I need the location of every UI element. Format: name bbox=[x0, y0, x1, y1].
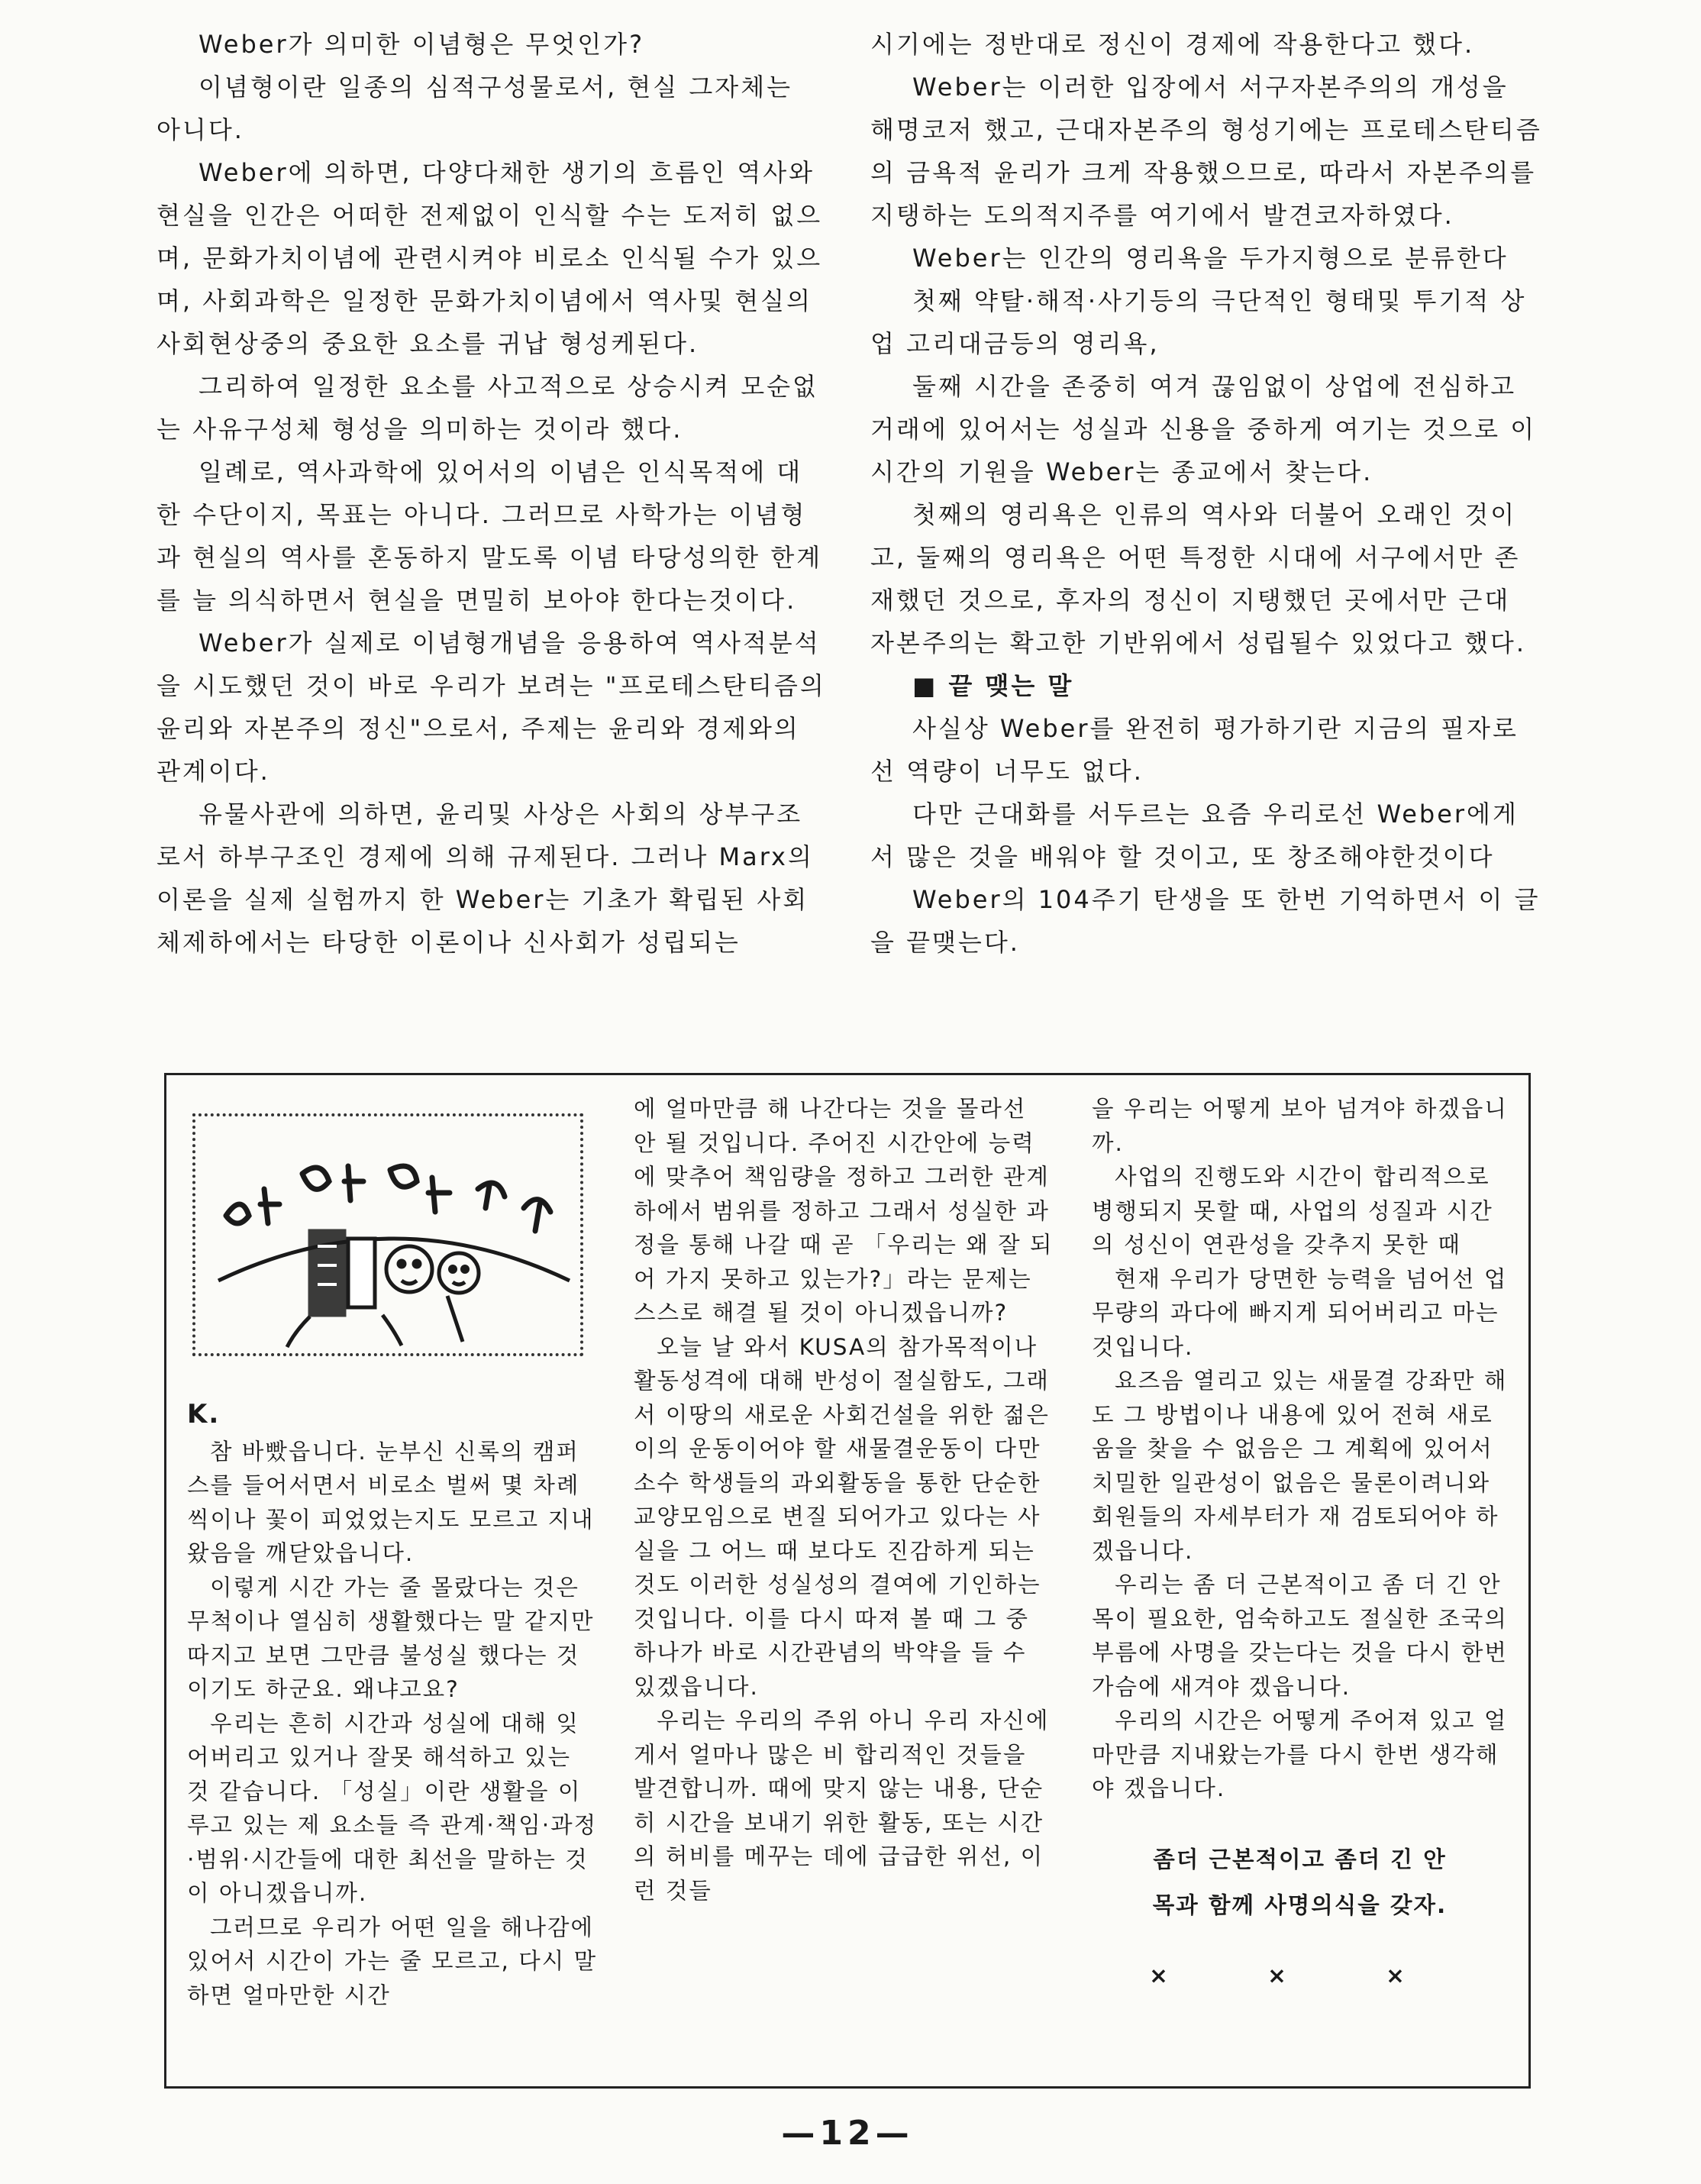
article-paragraph: Weber가 의미한 이념형은 무엇인가? bbox=[199, 30, 645, 59]
end-marks: × × × bbox=[1149, 1962, 1451, 1989]
article-right-column bbox=[870, 23, 1542, 964]
closing-line: 목과 함께 사명의식을 갖자. bbox=[1152, 1892, 1448, 1918]
essay-paragraph: 우리는 우리의 주위 아니 우리 자신에게서 얼마나 많은 비 합리적인 것들을 발견합니까. 때에 맞지 않는 내용, 단순히 시간을 보내기 위한 활동, 또는 시간의 허비를 메꾸는 데에 급급한 위선, 이런 것들 bbox=[634, 1707, 1050, 1904]
article-left-column bbox=[157, 23, 828, 964]
article-paragraph: Weber가 실제로 이념형개념을 응용하여 역사적분석을 시도했던 것이 바로 우리가 보려는 "프로테스탄티즘의 윤리와 자본주의 정신"으로서, 주제는 윤리와 경제와의 관계이다. bbox=[157, 628, 826, 786]
essay-paragraph: 사업의 진행도와 시간이 합리적으로 병행되지 못할 때, 사업의 성질과 시간의 성신이 연관성을 갖추지 못한 때 bbox=[1092, 1164, 1493, 1258]
article-paragraph: 첫째의 영리욕은 인류의 역사와 더불어 오래인 것이고, 둘째의 영리욕은 어떤 특정한 시대에 서구에서만 존재했던 것으로, 후자의 정신이 지탱했던 곳에서만 근대 자본주의는 확고한 기반위에서 성립될수 있었다고 했다. bbox=[870, 500, 1527, 657]
closing-section-heading: ■ 끝 맺는 말 bbox=[870, 664, 1542, 707]
essay-closing-slogan bbox=[1092, 1837, 1508, 1928]
essay-title-illustration bbox=[192, 1113, 583, 1356]
page-number: —12— bbox=[781, 2114, 914, 2153]
essay-paragraph: 오늘 날 와서 KUSA의 참가목적이나 활동성격에 대해 반성이 절실함도, 그래서 이땅의 새로운 사회건설을 위한 젊은이의 운동이어야 할 새물결운동이 다만 소수 학생들의 과외활동을 통한 단순한 교양모임으로 변질 되어가고 있다는 사실을 그 어느 때 보다도 진감하게 되는 것도 이러한 성실성의 결여에 기인하는 것입니다. 이를 다시 따져 볼 때 그 중 하나가 바로 시간관념의 박약을 들 수 있겠읍니다. bbox=[634, 1333, 1050, 1700]
article-paragraph: 다만 근대화를 서두르는 요즘 우리로선 Weber에게서 많은 것을 배워야 할 것이고, 또 창조해야한것이다 bbox=[870, 800, 1519, 871]
essay-left-column bbox=[187, 1397, 599, 2012]
essay-paragraph: 우리는 좀 더 근본적이고 좀 더 긴 안목이 필요한, 엄숙하고도 절실한 조국의 부름에 사명을 갖는다는 것을 다시 한번 가슴에 새겨야 겠읍니다. bbox=[1092, 1572, 1508, 1700]
title-drawing bbox=[195, 1116, 580, 1353]
article-paragraph: 사실상 Weber를 완전히 평가하기란 지금의 필자로선 역량이 너무도 없다. bbox=[870, 714, 1519, 786]
essay-paragraph: 우리의 시간은 어떻게 주어져 있고 얼마만큼 지내왔는가를 다시 한번 생각해야 겠읍니다. bbox=[1092, 1707, 1508, 1801]
essay-paragraph: 참 바빴읍니다. 눈부신 신록의 캠퍼스를 들어서면서 비로소 벌써 몇 차례씩이나 꽃이 피었었는지도 모르고 지내왔음을 깨닫았읍니다. bbox=[187, 1438, 595, 1566]
essay-middle-column bbox=[634, 1092, 1057, 1908]
essay-paragraph: 요즈음 열리고 있는 새물결 강좌만 해도 그 방법이나 내용에 있어 전혀 새로움을 찾을 수 없음은 그 계획에 있어서 치밀한 일관성이 없음은 물론이려니와 회원들의 자세부터가 재 검토되어야 하겠읍니다. bbox=[1092, 1368, 1508, 1564]
essay-paragraph: 그러므로 우리가 어떤 일을 해나감에 있어서 시간이 가는 줄 모르고, 다시 말하면 얼마만한 시간 bbox=[187, 1914, 598, 2008]
article-paragraph: 그리하여 일정한 요소를 사고적으로 상승시켜 모순없는 사유구성체 형성을 의미하는 것이라 했다. bbox=[157, 372, 818, 444]
essay-paragraph: 현재 우리가 당면한 능력을 넘어선 업무량의 과다에 빠지게 되어버리고 마는 것입니다. bbox=[1092, 1265, 1508, 1360]
essay-paragraph: 에 얼마만큼 해 나간다는 것을 몰라선 안 될 것입니다. 주어진 시간안에 능력에 맞추어 책임량을 정하고 그러한 관계하에서 범위를 정하고 그래서 성실한 과정을 통해 나갈 때 곧 「우리는 왜 잘 되어 가지 못하고 있는가?」라는 문제는 스스로 해결 될 것이 아니겠읍니까? bbox=[634, 1096, 1054, 1326]
essay-salutation: K. bbox=[187, 1399, 221, 1430]
article-paragraph: 이념형이란 일종의 심적구성물로서, 현실 그자체는 아니다. bbox=[157, 73, 793, 144]
article-paragraph: 첫째 약탈·해적·사기등의 극단적인 형태및 투기적 상업 고리대금등의 영리욕, bbox=[870, 286, 1527, 358]
article-paragraph: 유물사관에 의하면, 윤리및 사상은 사회의 상부구조로서 하부구조인 경제에 의해 규제된다. 그러나 Marx의 이론을 실제 실험까지 한 Weber는 기초가 확립된 사회체제하에서는 타당한 이론이나 신사회가 성립되는 bbox=[157, 800, 814, 957]
article-paragraph: Weber는 이러한 입장에서 서구자본주의의 개성을 해명코저 했고, 근대자본주의 형성기에는 프로테스탄티즘의 금욕적 윤리가 크게 작용했으므로, 따라서 자본주의를 지탱하는 도의적지주를 여기에서 발견코자하였다. bbox=[870, 73, 1542, 230]
article-paragraph: 둘째 시간을 존중히 여겨 끊임없이 상업에 전심하고 거래에 있어서는 성실과 신용을 중하게 여기는 것으로 이 시간의 기원을 Weber는 종교에서 찾는다. bbox=[870, 372, 1537, 486]
essay-paragraph: 을 우리는 어떻게 보아 넘겨야 하겠읍니까. bbox=[1092, 1096, 1508, 1156]
essay-paragraph: 우리는 흔히 시간과 성실에 대해 잊어버리고 있거나 잘못 해석하고 있는 것 같습니다. 「성실」이란 생활을 이루고 있는 제 요소들 즉 관계·책임·과정·범위·시간들에 대한 최선을 말하는 것이 아니겠읍니까. bbox=[187, 1710, 598, 1906]
article-paragraph: 시기에는 정반대로 정신이 경제에 작용한다고 했다. bbox=[870, 30, 1475, 59]
closing-line: 좀더 근본적이고 좀더 긴 안 bbox=[1153, 1846, 1447, 1872]
article-paragraph: Weber는 인간의 영리욕을 두가지형으로 분류한다 bbox=[912, 244, 1509, 273]
article-paragraph: Weber에 의하면, 다양다채한 생기의 흐름인 역사와 현실을 인간은 어떠한 전제없이 인식할 수는 도저히 없으며, 문화가치이념에 관련시켜야 비로소 인식될 수가 있으며, 사회과학은 일정한 문화가치이념에서 역사및 현실의 사회현상중의 중요한 요소를 귀납 형성케된다. bbox=[157, 158, 823, 358]
article-paragraph: 일례로, 역사과학에 있어서의 이념은 인식목적에 대한 수단이지, 목표는 아니다. 그러므로 사학가는 이념형과 현실의 역사를 혼동하지 말도록 이념 타당성의한 한계를 늘 의식하면서 현실을 면밀히 보아야 한다는것이다. bbox=[157, 457, 823, 615]
essay-right-column bbox=[1092, 1092, 1508, 1992]
article-paragraph: Weber의 104주기 탄생을 또 한번 기억하면서 이 글을 끝맺는다. bbox=[870, 885, 1541, 957]
essay-paragraph: 이렇게 시간 가는 줄 몰랐다는 것은 무척이나 열심히 생활했다는 말 같지만 따지고 보면 그만큼 불성실 했다는 것이기도 하군요. 왜냐고요? bbox=[187, 1574, 595, 1702]
